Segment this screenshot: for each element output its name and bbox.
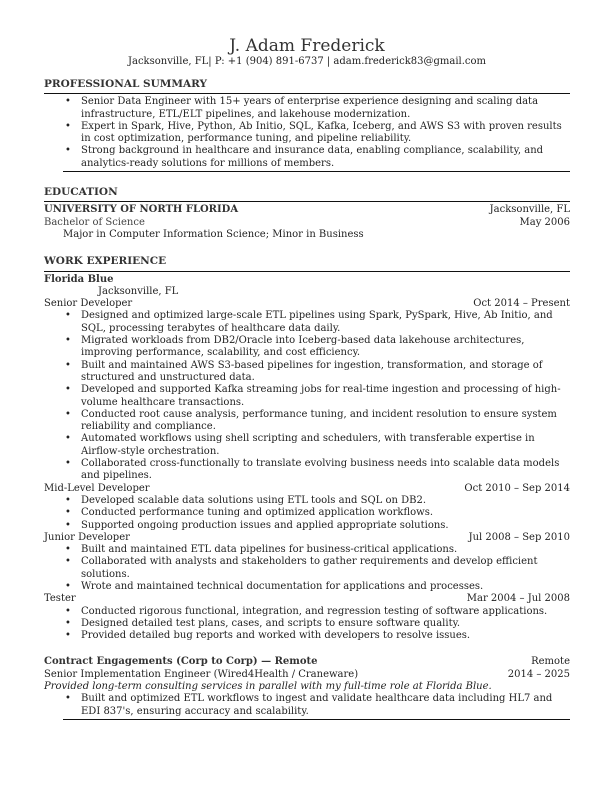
role-title: Junior Developer — [44, 531, 130, 543]
contract-note: Provided long-term consulting services in parallel with my full-time role at Florida Blue. — [44, 681, 492, 693]
role-bullet: • Conducted root cause analysis, performance tuning, and incident resolution to ensure system reliability and compliance. — [81, 409, 570, 434]
contact-line: Jacksonville, FL| P: +1 (904) 891-6737 | adam.frederick83@gmail.com — [127, 56, 486, 67]
role-dates: Oct 2010 – Sep 2014 — [464, 482, 570, 494]
role — [44, 593, 570, 642]
role-bullet: • Wrote and maintained technical documentation for applications and processes. — [81, 581, 570, 593]
major: Major in Computer Information Science; Minor in Business — [63, 228, 364, 240]
divider — [63, 171, 570, 172]
degree: Bachelor of Science — [44, 216, 145, 228]
role-title: Mid-Level Developer — [44, 482, 150, 494]
role-dates: Oct 2014 – Present — [473, 298, 570, 310]
graduation-date: May 2006 — [519, 216, 570, 228]
role-dates: Mar 2004 – Jul 2008 — [466, 593, 570, 605]
role-title: Tester — [44, 593, 76, 605]
school-name: UNIVERSITY OF NORTH FLORIDA — [44, 204, 239, 216]
contract-company: Contract Engagements (Corp to Corp) — Remote — [44, 656, 318, 668]
role-bullet: • Developed and supported Kafka streaming jobs for real-time ingestion and processing of high-volume healthcare transactions. — [81, 384, 570, 409]
role — [44, 483, 570, 532]
role-bullet: • Collaborated with analysts and stakeholders to gather requirements and develop efficient solutions. — [81, 556, 570, 581]
contract-title: Senior Implementation Engineer (Wired4Health / Craneware) — [44, 668, 359, 680]
summary-list — [44, 96, 570, 170]
company-name: Florida Blue — [44, 273, 114, 285]
work-heading: WORK EXPERIENCE — [44, 255, 570, 271]
role-bullet: • Built and maintained ETL data pipelines for business-critical applications. — [81, 544, 570, 556]
candidate-name: J. Adam Frederick — [229, 36, 385, 56]
role-bullet: • Supported ongoing production issues and applied appropriate solutions. — [81, 520, 570, 532]
summary-bullet: • Strong background in healthcare and insurance data, enabling compliance, scalability, and analytics-ready solutions for millions of members. — [81, 145, 570, 170]
contract-section — [44, 656, 570, 719]
contract-location: Remote — [531, 656, 570, 668]
role-bullet: • Designed detailed test plans, cases, and scripts to ensure software quality. — [81, 618, 570, 630]
role-bullet: • Migrated workloads from DB2/Oracle into Iceberg-based data lakehouse architectures, improving performance, scalability, and cost efficiency. — [81, 335, 570, 360]
divider — [63, 719, 570, 720]
summary-heading: PROFESSIONAL SUMMARY — [44, 78, 570, 94]
contract-dates: 2014 – 2025 — [507, 668, 570, 680]
company-location: Jacksonville, FL — [98, 285, 179, 297]
role-bullet: • Designed and optimized large-scale ETL pipelines using Spark, PySpark, Hive, Ab Initio, and SQL, processing terabytes of healthcare data daily. — [81, 310, 570, 335]
summary-bullet: • Expert in Spark, Hive, Python, Ab Initio, SQL, Kafka, Iceberg, and AWS S3 with proven results in cost optimization, performance tuning, and pipeline reliability. — [81, 121, 570, 146]
role — [44, 532, 570, 593]
role-bullet: • Developed scalable data solutions using ETL tools and SQL on DB2. — [81, 495, 570, 507]
education-heading: EDUCATION — [44, 186, 570, 202]
role-bullet: • Conducted rigorous functional, integration, and regression testing of software applications. — [81, 606, 570, 618]
role-bullet: • Built and maintained AWS S3-based pipelines for ingestion, transformation, and storage of structured and unstructured data. — [81, 360, 570, 385]
role — [44, 298, 570, 482]
role-bullet: • Provided detailed bug reports and worked with developers to resolve issues. — [81, 630, 570, 642]
role-title: Senior Developer — [44, 298, 133, 310]
role-bullet: • Collaborated cross-functionally to translate evolving business needs into scalable data models and pipelines. — [81, 458, 570, 483]
summary-bullet: • Senior Data Engineer with 15+ years of enterprise experience designing and scaling data infrastructure, ETL/ELT pipelines, and lakehouse modernization. — [81, 96, 570, 121]
contract-bullet: • Built and optimized ETL workflows to ingest and validate healthcare data including HL7 and EDI 837's, ensuring accuracy and scalability. — [81, 693, 570, 718]
role-dates: Jul 2008 – Sep 2010 — [468, 531, 570, 543]
role-bullet: • Automated workflows using shell scripting and schedulers, with transferable expertise in Airflow-style orchestration. — [81, 433, 570, 458]
school-location: Jacksonville, FL — [489, 204, 570, 216]
role-bullet: • Conducted performance tuning and optimized application workflows. — [81, 507, 570, 519]
